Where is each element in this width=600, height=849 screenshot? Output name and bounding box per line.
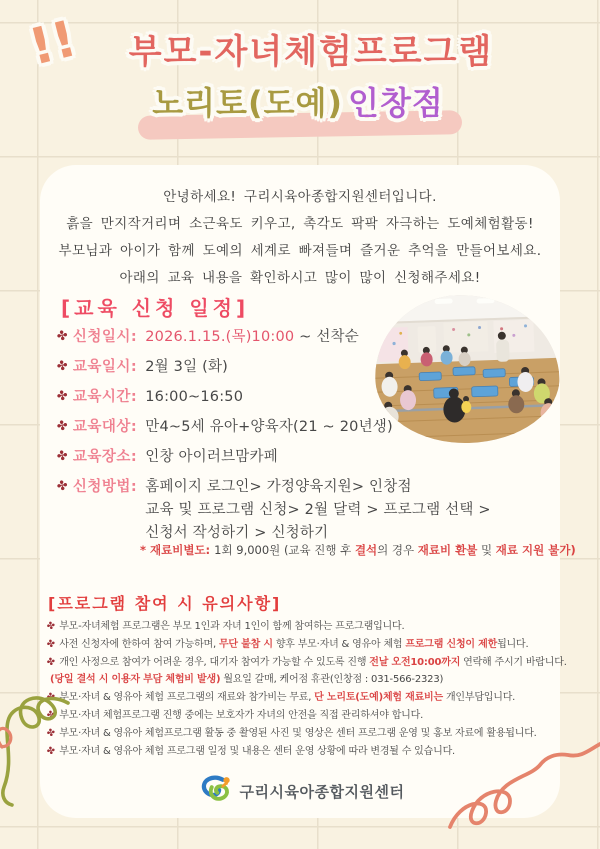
asterisk-bullet-icon: ✤ (46, 744, 57, 758)
asterisk-bullet-icon: ✤ (46, 655, 57, 669)
greeting-line: 아래의 교육 내용을 확인하시고 많이 많이 신청해주세요! (119, 270, 481, 286)
coral-scribble-doodle (444, 735, 600, 835)
schedule-value-text: ~ 선착순 (294, 329, 359, 345)
greeting-line: 안녕하세요! 구리시육아종합지원센터입니다. (163, 189, 437, 205)
organization-name: 구리시육아종합지원센터 (239, 782, 405, 801)
notice-line (47, 618, 553, 636)
notice-segment: 개인부담입니다. (442, 692, 516, 704)
schedule-item-value (145, 476, 490, 545)
asterisk-bullet-icon: ✤ (55, 328, 70, 345)
schedule-value-line: 홈페이지 로그인> 가정양육지원> 인창점 (145, 479, 412, 495)
asterisk-bullet-icon: ✤ (55, 448, 70, 465)
notice-segment: 무단 불참 시 (218, 638, 273, 650)
asterisk-bullet-icon: ✤ (46, 691, 57, 704)
greeting-line: 부모님과 아이가 함께 도예의 세계로 빠져들며 즐거운 추억을 만들어보세요. (58, 243, 542, 259)
notice-segment: 프로그램 신청이 제한 (405, 638, 498, 650)
asterisk-bullet-icon: ✤ (55, 358, 70, 375)
schedule-value-line: 신청서 작성하기 > 신청하기 (145, 525, 329, 541)
notice-segment: 부모·자녀 체험프로그램 진행 중에는 보호자가 자녀의 안전을 직접 관리하셔야 합니다. (59, 709, 424, 721)
notice-segment: 향후 부모·자녀 & 영유아 체험 (272, 638, 406, 650)
brand-name: 노리토(도예) (152, 84, 344, 122)
schedule-item-label: 교육시간: (72, 389, 138, 405)
schedule-item (57, 476, 547, 545)
schedule-value-text: 16:00~16:50 (145, 389, 244, 405)
notice-segment: 부모-자녀체험 프로그램은 부모 1인과 자녀 1인이 함께 참여하는 프로그램입니다. (59, 621, 405, 632)
poster-title-line2 (0, 78, 596, 124)
notice-segment: 부모·자녀 & 영유아 체험 프로그램의 재료와 참가비는 무료, (59, 692, 315, 704)
center-logo-icon (196, 775, 233, 807)
note-segment: 및 (477, 543, 496, 557)
notice-segment: (당일 결석 시 이용자 부담 체험비 발생) (50, 674, 221, 686)
notice-segment: 개인 사정으로 참여가 어려운 경우, 대기자 참여가 가능할 수 있도록 진행 (59, 656, 370, 668)
classroom-photo-illustration (372, 292, 561, 446)
asterisk-bullet-icon: ✤ (55, 478, 70, 495)
schedule-value-text: 인창 아이러브맘카페 (145, 449, 278, 465)
notice-line (46, 654, 567, 672)
schedule-item-value (145, 446, 278, 468)
content-card (40, 165, 576, 818)
greeting-paragraph (40, 184, 560, 292)
double-exclamation-icon: !! (23, 9, 82, 77)
schedule-item-label: 교육장소: (72, 449, 138, 465)
notice-segment: 단 노리토(도예)체험 재료비는 (314, 692, 443, 704)
schedule-item-value (145, 416, 393, 438)
branch-name: 인창점 (348, 84, 444, 122)
notice-segment: 됩니다. (497, 638, 529, 650)
classroom-photo (372, 292, 561, 446)
note-segment: * 재료비별도: (140, 543, 215, 557)
asterisk-bullet-icon: ✤ (55, 388, 70, 405)
notice-segment: 부모·자녀 & 영유아 체험 프로그램 일정 및 내용은 센터 운영 상황에 따라 변경될 수 있습니다. (59, 745, 456, 757)
note-segment: 결석 (354, 543, 378, 557)
notice-segment: 부모·자녀 & 영유아 체험프로그램 활동 중 촬영된 사진 및 영상은 센터 프로그램 운영 및 홍보 자료에 활용됩니다. (59, 727, 537, 739)
greeting-line: 흙을 만지작거리며 소근육도 키우고, 촉각도 팍팍 자극하는 도예체험활동! (66, 216, 534, 232)
schedule-value-accent: 2026.1.15.(목)10:00 (145, 329, 295, 345)
schedule-item-label: 교육대상: (72, 419, 138, 435)
asterisk-bullet-icon: ✤ (46, 709, 57, 722)
note-segment: 1회 9,000원 (교육 진행 후 (214, 543, 355, 557)
schedule-item-label: 신청일시: (72, 329, 138, 345)
notice-segment: 사전 신청자에 한하여 참여 가능하며, (59, 638, 219, 650)
note-segment: 재료비 환불 (417, 543, 478, 557)
poster-title-line1: 부모-자녀체험프로그램 (128, 32, 494, 72)
schedule-item-value (145, 386, 243, 408)
schedule-item-label: 신청방법: (72, 479, 138, 495)
schedule-item-value (145, 326, 359, 348)
notice-line (47, 671, 553, 689)
asterisk-bullet-icon: ✤ (46, 638, 57, 651)
notice-line (47, 636, 553, 654)
asterisk-bullet-icon: ✤ (46, 727, 57, 740)
note-segment: 재료 지원 불가) (495, 543, 576, 557)
asterisk-bullet-icon: ✤ (46, 620, 57, 633)
schedule-value-line: 교육 및 프로그램 신청> 2월 달력 > 프로그램 선택 > (145, 502, 491, 518)
green-scribble-doodle (0, 695, 84, 815)
schedule-value-text: 만4~5세 유아+양육자(21 ~ 20년생) (145, 419, 393, 435)
notice-line (47, 707, 553, 725)
asterisk-bullet-icon: ✤ (55, 418, 70, 435)
notice-section-header: [프로그램 참여 시 유의사항] (48, 594, 282, 613)
schedule-item-value (145, 356, 228, 378)
notice-line (47, 689, 553, 707)
schedule-section-header: [교육 신청 일정] (61, 296, 250, 320)
schedule-value-text: 2월 3일 (화) (145, 359, 229, 375)
notice-segment: 전날 오전10:00까지 (369, 656, 461, 668)
schedule-item-label: 교육일시: (72, 359, 138, 375)
material-fee-note (140, 542, 576, 558)
schedule-item (57, 446, 547, 468)
notice-segment: 월요일 갈매, 케어점 휴관(인창점 : 031-566-2323) (220, 674, 444, 686)
notice-segment: 연락해 주시기 바랍니다. (460, 656, 567, 668)
note-segment: 의 경우 (377, 543, 418, 557)
